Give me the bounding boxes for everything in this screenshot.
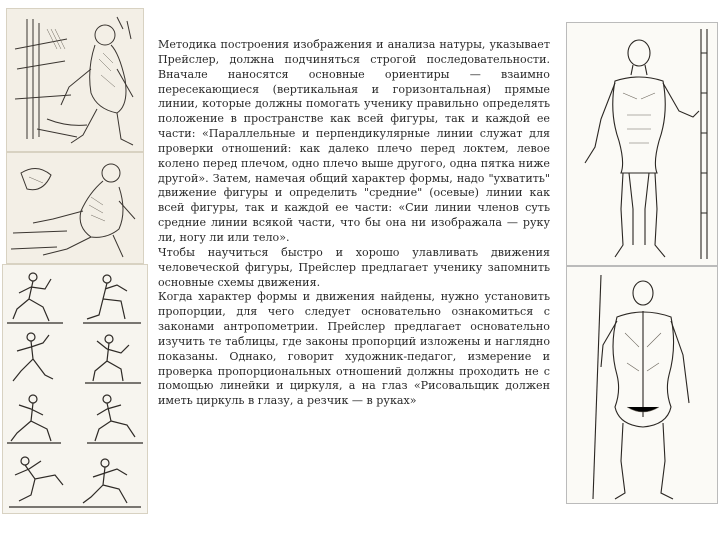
reclining-figure-drawing bbox=[7, 153, 143, 263]
movement-schemes-illustration bbox=[2, 264, 148, 514]
back-view-figure-illustration bbox=[566, 266, 718, 504]
standing-figure-illustration bbox=[566, 22, 718, 266]
paragraph-proportions: Когда характер формы и движения найдены, нужно установить пропорции, для чего следует основательно ознакомиться с законами антропометрии. Прейслер предлагает основательно изучить те таблицы, где законы пропорций изложены и наглядно показаны. Однако, говорит художник-педагог, измерение и проверка пропорциональных отношений должны проходить не с помощью линейки и циркуля, а на глаз «Рисовальщик должен иметь циркуль в глазу, а резчик — в руках» bbox=[158, 290, 550, 408]
body-text bbox=[158, 38, 550, 409]
reclining-figure-illustration bbox=[6, 152, 144, 264]
back-view-figure-drawing bbox=[567, 267, 717, 503]
paragraph-method: Методика построения изображения и анализа натуры, указывает Прейслер, должна подчиняться строгой последовательности. Вначале наносятся основные ориентиры — взаимно пересекающиеся (вертикальная и горизонтальная) прямые линии, которые должны помогать ученику правильно определять положение в пространстве как всей фигуры, так и каждой ее части: «Параллельные и перпендикулярные линии служат для проверки отношений: как далеко плечо перед локтем, левое колено перед плечом, одно плечо выше другого, одна пятка ниже другой». Затем, намечая общий характер формы, надо "ухватить" движение фигуры и определить "средние" (осевые) линии как всей фигуры, так и каждой ее части: «Сии линии членов суть средние линии всякой части, что бы она ни изображала — руку ли, ногу ли или тело». bbox=[158, 38, 550, 244]
seated-figure-drawing bbox=[7, 9, 143, 151]
seated-figure-illustration bbox=[6, 8, 144, 152]
movement-schemes-drawing bbox=[3, 265, 147, 513]
standing-figure-drawing bbox=[567, 23, 717, 265]
paragraph-movement: Чтобы научиться быстро и хорошо улавливать движения человеческой фигуры, Прейслер предлагает ученику запомнить основные схемы движения. bbox=[158, 245, 550, 289]
